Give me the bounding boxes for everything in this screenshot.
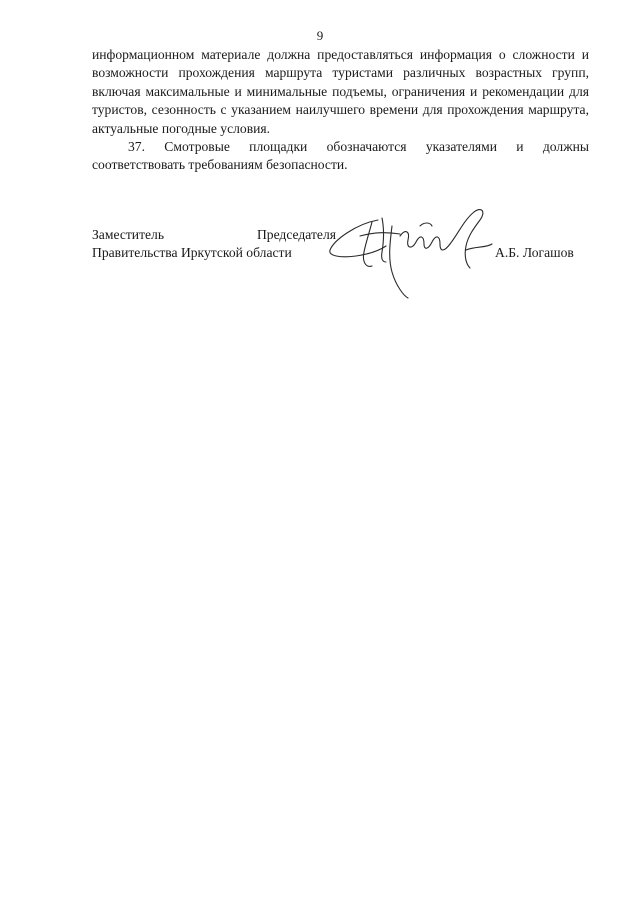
signatory-title-line-2: Правительства Иркутской области: [92, 245, 292, 261]
body-text: [92, 46, 589, 175]
handwritten-signature: [326, 206, 504, 302]
page-number: 9: [316, 28, 324, 43]
title-chairman: Председателя: [256, 227, 336, 242]
signatory-title-line-1: [92, 226, 336, 244]
title-deputy: Заместитель: [92, 227, 165, 242]
paragraph-continuation: информационном материале должна предоставляться информация о сложности и возможности прохождения маршрута туристами различных возрастных групп, включая максимальные и минимальные подъемы, ограничения и рекомендации для туристов, сезонность с указанием наилучшего времени для прохождения маршрута, актуальные погодные условия.: [92, 47, 589, 136]
signatory-name: А.Б. Логашов: [495, 245, 574, 261]
signatory-title: [92, 226, 336, 263]
paragraph-37: 37. Смотровые площадки обозначаются указателями и должны соответствовать требованиям безопасности.: [92, 139, 589, 173]
